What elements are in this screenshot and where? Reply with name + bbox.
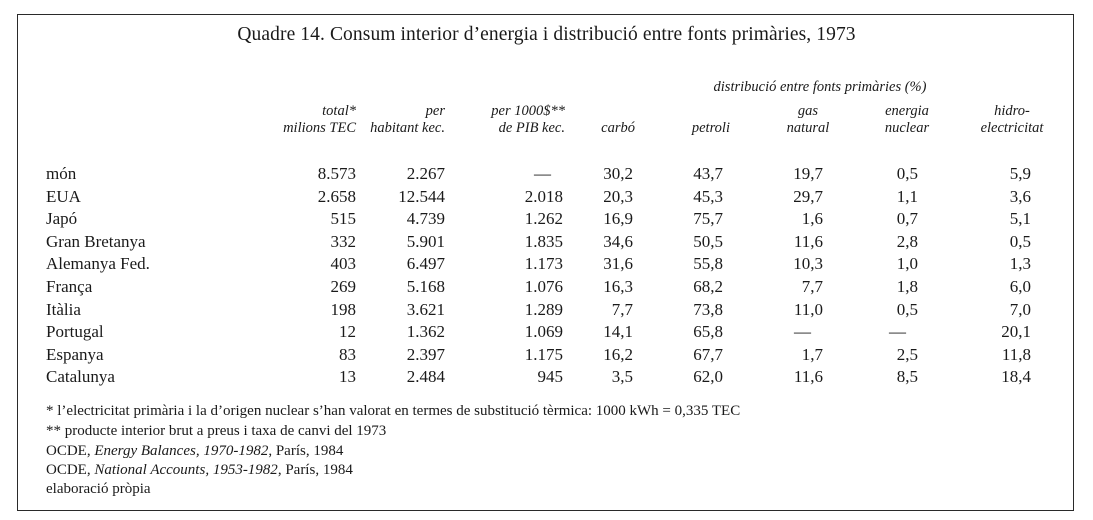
cell-carbo: 34,6 [603,231,633,251]
cell-carbo: 7,7 [611,299,633,319]
country-label: França [46,277,93,296]
cell-per-pib: — [534,164,551,183]
table-title: Quadre 14. Consum interior d’energia i distribució entre fonts primàries, 1973 [237,24,856,45]
cell-carbo: 16,3 [603,277,633,296]
cell-nuclear: 1,8 [896,277,918,296]
cell-hidro: 7,0 [1009,299,1031,319]
country-label: Catalunya [46,367,115,387]
header-nuclear: energia nuclear [884,103,930,136]
cell-per-habitant: 3.621 [406,299,445,319]
cell-carbo: 31,6 [603,254,633,274]
group-header: distribució entre fonts primàries (%) [713,79,927,95]
cell-per-pib: 2.018 [524,186,563,206]
cell-total: 515 [330,209,356,229]
cell-petroli: 68,2 [693,277,723,296]
country-label: Alemanya Fed. [46,254,150,274]
cell-hidro: 1,3 [1009,254,1031,274]
source-2: OCDE, National Accounts, 1953-1982, París, 1984 [46,462,353,478]
table-row [0,164,1093,186]
footnote-1: * l’electricitat primària i la d’origen nuclear s’han valorat en termes de substitució tèrmica: 1000 kWh = 0,335 TEC [46,403,741,419]
cell-nuclear: 2,5 [896,344,918,364]
cell-total: 403 [330,254,356,274]
cell-per-pib: 1.173 [524,254,563,274]
cell-hidro: 18,4 [1001,367,1031,387]
cell-per-pib: 1.076 [524,277,563,296]
country-label: Espanya [46,344,104,364]
cell-hidro: 5,9 [1009,164,1031,183]
country-label: Japó [46,209,78,229]
country-label: Itàlia [46,299,81,319]
cell-per-pib: 1.175 [524,344,563,364]
cell-nuclear: 0,5 [896,299,918,319]
cell-total: 12 [339,322,356,342]
cell-per-habitant: 12.544 [398,186,445,206]
cell-total: 2.658 [317,186,356,206]
table-row [0,345,1093,367]
cell-hidro: 11,8 [1001,344,1031,364]
country-label: món [46,164,77,183]
cell-total: 13 [339,367,356,387]
cell-per-pib: 1.069 [524,322,563,342]
cell-gas: 29,7 [793,186,823,206]
cell-petroli: 75,7 [693,209,723,229]
cell-carbo: 14,1 [603,322,633,342]
cell-per-habitant: 5.901 [406,231,445,251]
cell-total: 8.573 [317,164,356,183]
table-row [0,300,1093,322]
table-row [0,277,1093,299]
header-petroli: petroli [691,120,730,136]
cell-per-habitant: 2.397 [406,344,445,364]
cell-gas: 7,7 [801,277,823,296]
cell-petroli: 55,8 [693,254,723,274]
table-row [0,367,1093,389]
cell-total: 198 [330,299,356,319]
cell-nuclear: 1,0 [896,254,918,274]
cell-total: 83 [339,344,356,364]
cell-nuclear: 2,8 [896,231,918,251]
header-per-pib: per 1000$** de PIB kec. [491,103,565,136]
footnote-2: ** producte interior brut a preus i taxa de canvi del 1973 [46,423,387,439]
cell-per-pib: 1.289 [524,299,563,319]
cell-nuclear: 8,5 [896,367,918,387]
cell-gas: 19,7 [793,164,823,183]
cell-petroli: 43,7 [693,164,723,183]
cell-per-habitant: 5.168 [406,277,445,296]
table-row [0,322,1093,344]
table-row [0,232,1093,254]
cell-hidro: 6,0 [1009,277,1031,296]
header-hidro: hidro- electricitat [980,103,1044,136]
country-label: EUA [46,186,81,206]
cell-nuclear: — [889,322,906,342]
cell-petroli: 50,5 [693,231,723,251]
header-carbo: carbó [601,120,635,136]
footnote-3: elaboració pròpia [46,481,151,497]
cell-per-pib: 1.835 [524,231,563,251]
header-gas: gas natural [786,103,830,136]
cell-hidro: 3,6 [1009,186,1031,206]
country-label: Portugal [46,322,104,342]
cell-petroli: 67,7 [693,344,723,364]
cell-petroli: 45,3 [693,186,723,206]
cell-hidro: 0,5 [1009,231,1031,251]
table-row [0,209,1093,231]
header-per-habitant: per habitant kec. [370,103,445,136]
cell-petroli: 73,8 [693,299,723,319]
cell-gas: 1,7 [801,344,823,364]
cell-carbo: 30,2 [603,164,633,183]
cell-per-habitant: 4.739 [406,209,445,229]
cell-per-pib: 945 [537,367,563,387]
cell-gas: 11,6 [793,367,823,387]
cell-petroli: 65,8 [693,322,723,342]
cell-per-habitant: 1.362 [406,322,445,342]
cell-total: 269 [330,277,356,296]
source-1: OCDE, Energy Balances, 1970-1982, París, 1984 [46,443,344,459]
cell-per-habitant: 2.484 [406,367,445,387]
cell-gas: — [794,322,811,342]
cell-hidro: 20,1 [1001,322,1031,342]
cell-petroli: 62,0 [693,367,723,387]
cell-hidro: 5,1 [1009,209,1031,229]
cell-nuclear: 1,1 [896,186,918,206]
table-row [0,254,1093,276]
cell-nuclear: 0,5 [896,164,918,183]
cell-carbo: 3,5 [611,367,633,387]
cell-per-pib: 1.262 [524,209,563,229]
country-label: Gran Bretanya [46,231,146,251]
cell-total: 332 [330,231,356,251]
cell-per-habitant: 2.267 [406,164,445,183]
cell-gas: 11,6 [793,231,823,251]
cell-carbo: 16,2 [603,344,633,364]
cell-per-habitant: 6.497 [406,254,445,274]
cell-gas: 10,3 [793,254,823,274]
table-row [0,187,1093,209]
cell-gas: 1,6 [801,209,823,229]
cell-gas: 11,0 [793,299,823,319]
header-total: total* milions TEC [283,103,356,136]
cell-carbo: 16,9 [603,209,633,229]
cell-nuclear: 0,7 [896,209,918,229]
cell-carbo: 20,3 [603,186,633,206]
